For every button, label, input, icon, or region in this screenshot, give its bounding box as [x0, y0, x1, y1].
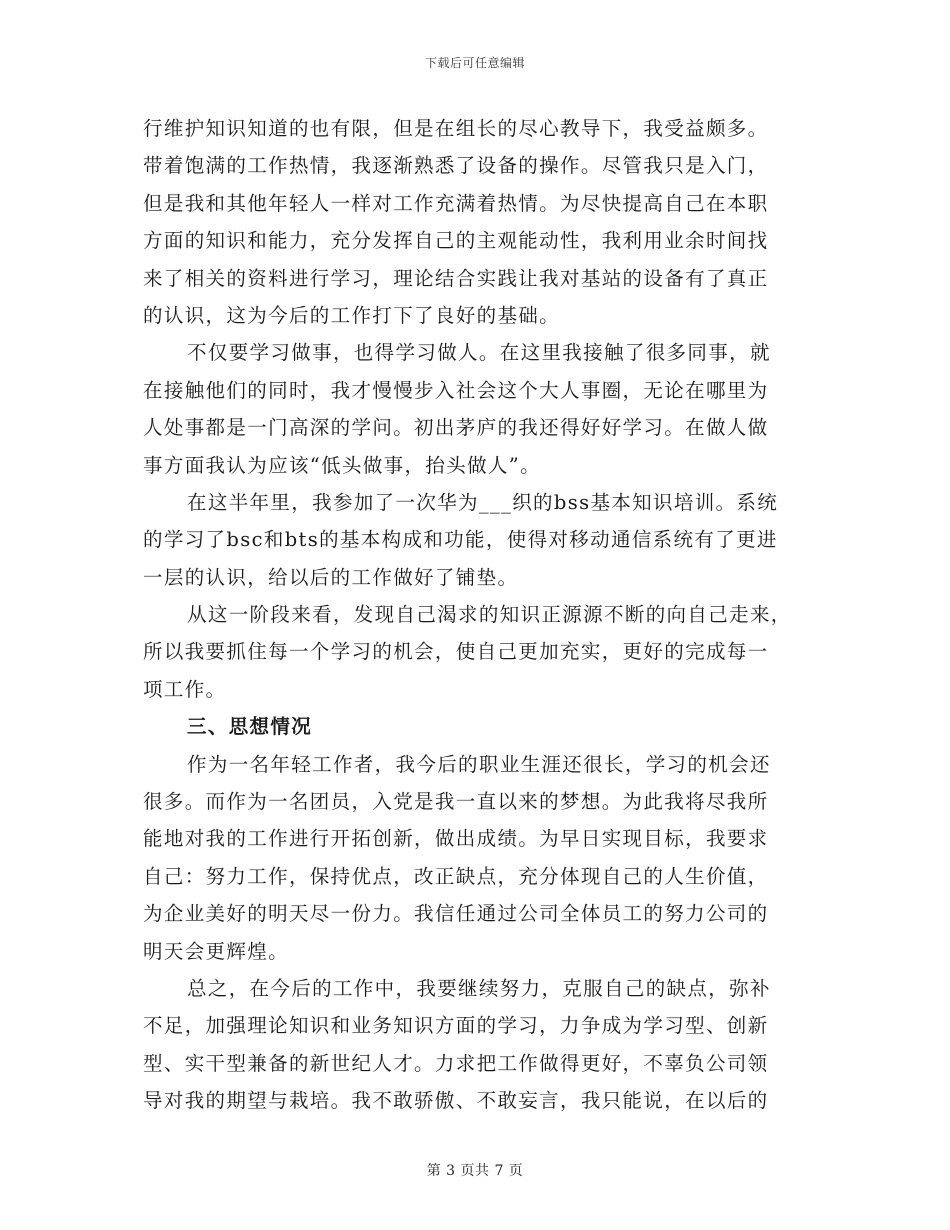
text-line: 型、实干型兼备的新世纪人才。力求把工作做得更好，不辜负公司领	[143, 1051, 769, 1075]
body-text	[143, 110, 811, 1120]
text-line: 不仅要学习做事，也得学习做人。在这里我接触了很多同事，就	[187, 341, 771, 365]
text-line: 方面的知识和能力，充分发挥自己的主观能动性，我利用业余时间找	[143, 229, 769, 253]
section-heading: 三、思想情况	[187, 715, 313, 739]
text-line: 人处事都是一门高深的学问。初出茅庐的我还得好好学习。在做人做	[143, 416, 769, 440]
text-line: 但是我和其他年轻人一样对工作充满着热情。为尽快提高自己在本职	[143, 191, 769, 215]
text-line: 能地对我的工作进行开拓创新，做出成绩。为早日实现目标，我要求	[143, 827, 769, 851]
text-line: 导对我的期望与栽培。我不敢骄傲、不敢妄言，我只能说，在以后的	[143, 1089, 769, 1113]
text-line: 的学习了bsc和bts的基本构成和功能，使得对移动通信系统有了更进	[143, 528, 778, 552]
page-header: 下载后可任意编辑	[424, 56, 525, 70]
text-line: 很多。而作为一名团员，入党是我一直以来的梦想。为此我将尽我所	[143, 790, 769, 814]
text-line: 为企业美好的明天尽一份力。我信任通过公司全体员工的努力公司的	[143, 902, 769, 926]
page-footer: 第 3 页共 7 页	[426, 1163, 524, 1179]
text-line: 项工作。	[143, 677, 227, 701]
text-line: 作为一名年轻工作者，我今后的职业生涯还很长，学习的机会还	[187, 752, 771, 776]
text-line: 总之，在今后的工作中，我要继续努力，克服自己的缺点，弥补	[187, 976, 771, 1000]
text-line: 从这一阶段来看，发现自己渴求的知识正源源不断的向自己走来，	[187, 603, 792, 627]
text-line: 一层的认识，给以后的工作做好了铺垫。	[143, 565, 519, 589]
text-line: 事方面我认为应该“低头做事，抬头做人”。	[143, 453, 541, 477]
text-line: 的认识，这为今后的工作打下了良好的基础。	[143, 303, 561, 327]
text-line: 在这半年里，我参加了一次华为___织的bss基本知识培训。系统	[187, 490, 779, 514]
text-line: 在接触他们的同时，我才慢慢步入社会这个大人事圈，无论在哪里为	[143, 378, 769, 402]
text-line: 所以我要抓住每一个学习的机会，使自己更加充实，更好的完成每一	[143, 640, 769, 664]
text-line: 明天会更辉煌。	[143, 939, 289, 963]
text-line: 带着饱满的工作热情，我逐渐熟悉了设备的操作。尽管我只是入门，	[143, 154, 769, 178]
text-line: 自己：努力工作，保持优点，改正缺点，充分体现自己的人生价值，	[143, 864, 769, 888]
text-line: 行维护知识知道的也有限，但是在组长的尽心教导下，我受益颇多。	[143, 117, 769, 140]
text-line: 不足，加强理论知识和业务知识方面的学习，力争成为学习型、创新	[143, 1014, 769, 1038]
text-line: 来了相关的资料进行学习，理论结合实践让我对基站的设备有了真正	[143, 266, 769, 290]
